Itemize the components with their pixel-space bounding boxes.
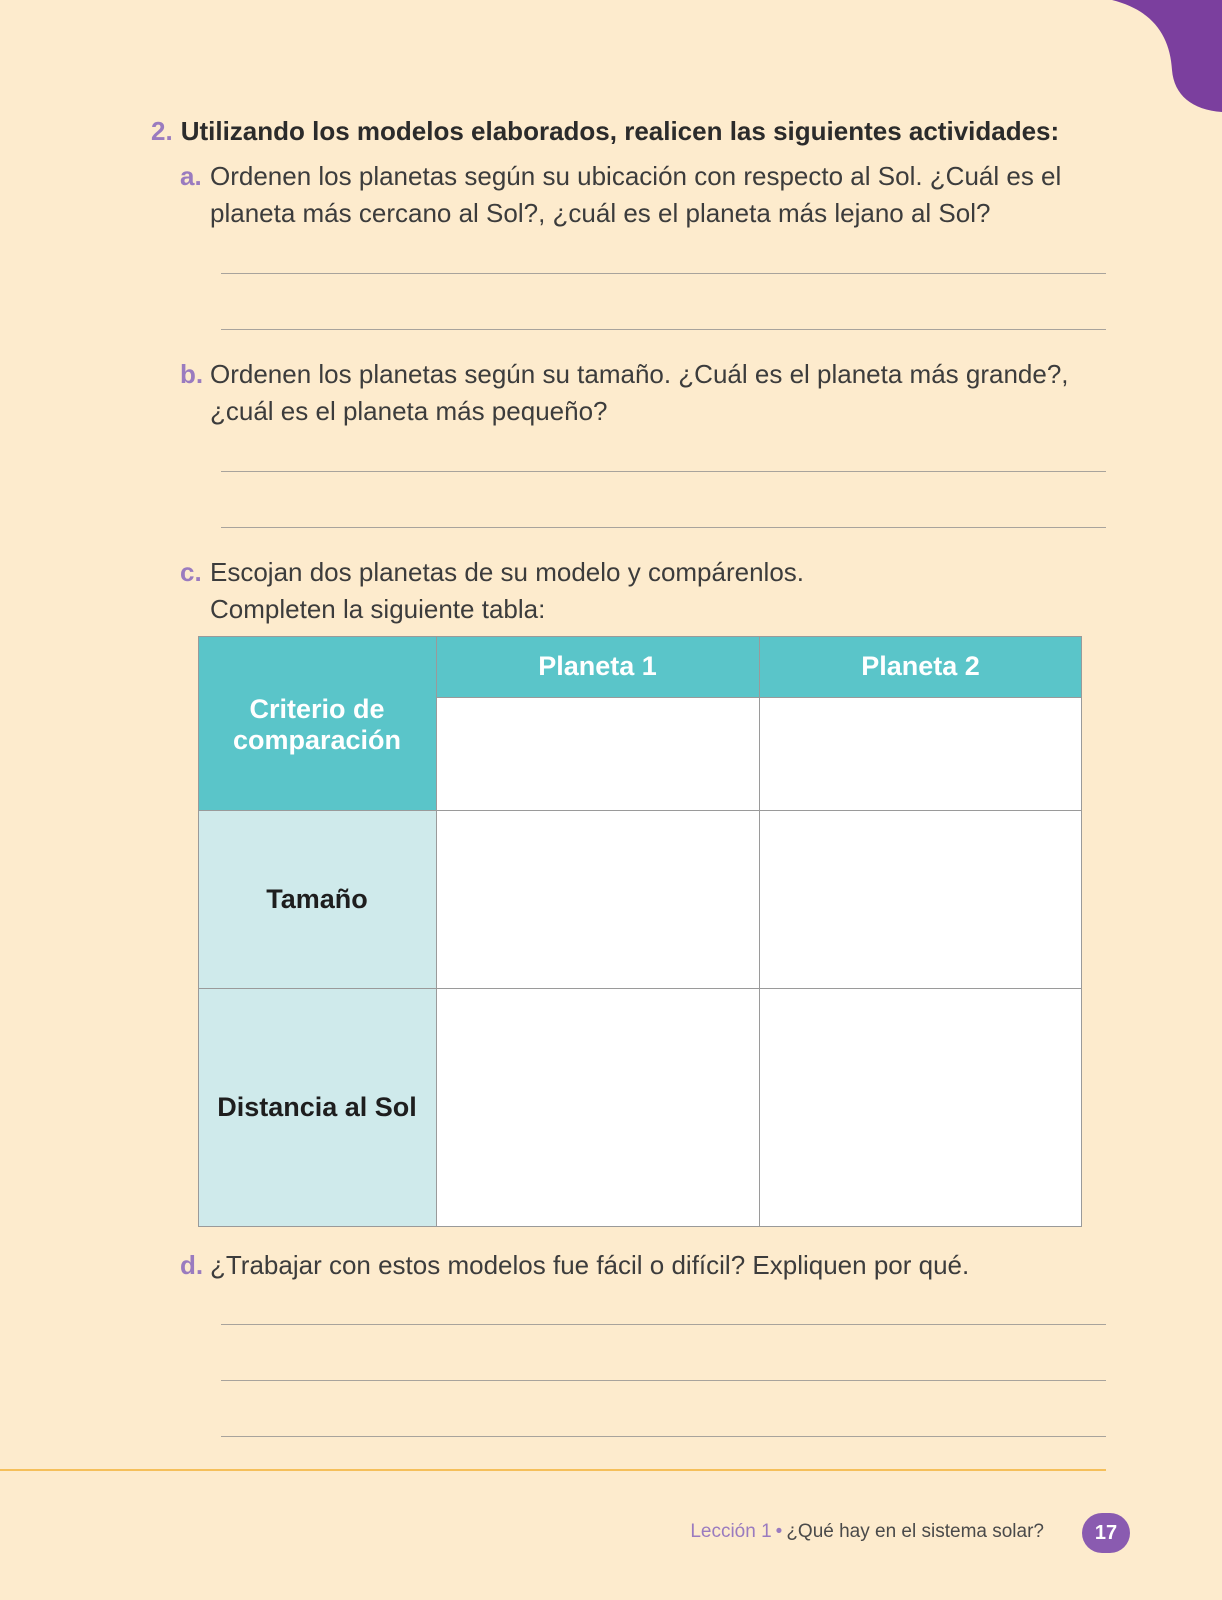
question-number: 2.	[151, 116, 173, 146]
answer-line[interactable]	[221, 471, 1106, 472]
row-header-tamano: Tamaño	[198, 810, 436, 988]
item-letter: b.	[180, 359, 204, 389]
answer-line[interactable]	[221, 1324, 1106, 1325]
answer-line[interactable]	[221, 1380, 1106, 1381]
item-letter: c.	[180, 557, 202, 587]
column-header-planeta-2: Planeta 2	[759, 636, 1082, 697]
question-text: Utilizando los modelos elaborados, realicen las siguientes actividades:	[180, 116, 1060, 146]
item-a-line-2: planeta más cercano al Sol?, ¿cuál es el planeta más lejano al Sol?	[210, 198, 991, 228]
answer-line[interactable]	[221, 273, 1106, 274]
table-cell[interactable]	[759, 697, 1082, 810]
table-border	[198, 636, 1082, 637]
item-a	[180, 158, 1080, 232]
table-border	[759, 636, 760, 1227]
table-cell[interactable]	[759, 988, 1082, 1227]
table-border	[198, 988, 1082, 989]
table-cell[interactable]	[436, 810, 759, 988]
answer-line[interactable]	[221, 527, 1106, 528]
table-border	[1081, 636, 1082, 1227]
item-c-line-1: Escojan dos planetas de su modelo y compárenlos.	[210, 557, 805, 587]
table-border	[436, 636, 437, 1227]
table-cell[interactable]	[759, 810, 1082, 988]
question-title	[151, 116, 1151, 147]
item-d-line-1: ¿Trabajar con estos modelos fue fácil o difícil? Expliquen por qué.	[210, 1250, 970, 1280]
item-b	[180, 356, 1080, 430]
item-letter: a.	[180, 161, 202, 191]
table-corner-header: Criterio de comparación	[198, 636, 436, 810]
table-border	[198, 810, 1082, 811]
table-border	[436, 697, 1082, 698]
table-cell[interactable]	[436, 988, 759, 1227]
footer-separator: •	[775, 1521, 783, 1542]
corner-decoration	[1112, 0, 1222, 112]
lesson-label: Lección 1	[690, 1521, 772, 1542]
table-border	[198, 636, 199, 1227]
item-d	[180, 1247, 1080, 1284]
footer-caption	[690, 1521, 1044, 1543]
answer-line[interactable]	[221, 329, 1106, 330]
row-header-distancia-al-sol: Distancia al Sol	[198, 988, 436, 1227]
table-cell[interactable]	[436, 697, 759, 810]
item-a-line-1: Ordenen los planetas según su ubicación con respecto al Sol. ¿Cuál es el	[210, 161, 1062, 191]
item-b-line-1: Ordenen los planetas según su tamaño. ¿Cuál es el planeta más grande?,	[210, 359, 1069, 389]
column-header-planeta-1: Planeta 1	[436, 636, 759, 697]
lesson-subtitle: ¿Qué hay en el sistema solar?	[786, 1521, 1044, 1542]
table-border	[198, 1226, 1082, 1227]
answer-line[interactable]	[221, 1436, 1106, 1437]
item-letter: d.	[180, 1250, 204, 1280]
item-b-line-2: ¿cuál es el planeta más pequeño?	[210, 396, 608, 426]
page-number-badge: 17	[1082, 1513, 1130, 1553]
item-c-line-2: Completen la siguiente tabla:	[210, 594, 546, 624]
comparison-table	[198, 636, 1082, 1227]
footer-divider	[0, 1469, 1106, 1471]
item-c	[180, 554, 1080, 628]
